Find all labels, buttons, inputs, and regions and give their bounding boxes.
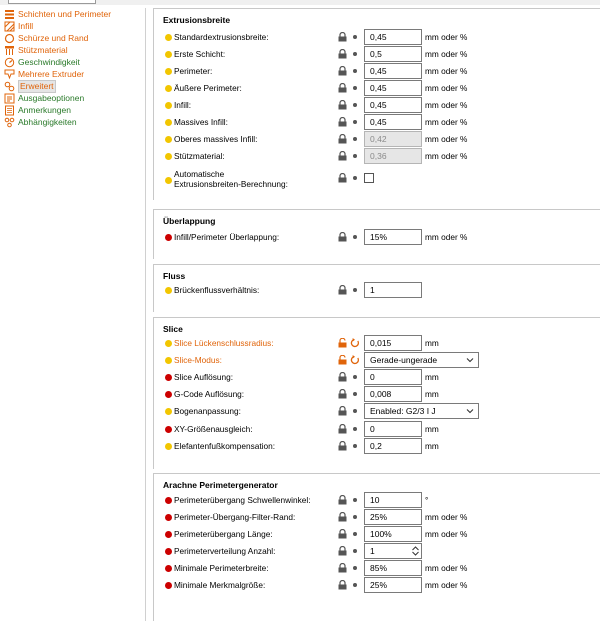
sidebar-item-label: Stützmaterial xyxy=(18,45,68,55)
bullet-icon[interactable] xyxy=(353,498,357,502)
setting-row xyxy=(153,369,600,386)
sidebar-item-label: Schürze und Rand xyxy=(18,33,89,43)
unit-label: mm oder % xyxy=(425,100,468,110)
spinner-value: 1 xyxy=(370,546,375,556)
lock-icon[interactable] xyxy=(338,117,347,127)
unit-label: mm xyxy=(425,372,439,382)
support-material-width-input xyxy=(364,148,422,164)
setting-label: Perimeter: xyxy=(174,66,213,76)
bullet-icon[interactable] xyxy=(353,375,357,379)
lock-icon[interactable] xyxy=(338,580,347,590)
setting-label: Perimeter-Übergang-Filter-Rand: xyxy=(174,512,296,522)
setting-label: Erste Schicht: xyxy=(174,49,226,59)
bullet-icon[interactable] xyxy=(353,288,357,292)
lock-icon[interactable] xyxy=(338,372,347,382)
infill-width-input[interactable] xyxy=(364,97,422,113)
sidebar-item-skirt-brim[interactable] xyxy=(4,33,88,44)
setting-row xyxy=(153,526,600,543)
lock-icon[interactable] xyxy=(338,424,347,434)
unit-label: mm xyxy=(425,338,439,348)
setting-label: Bogenanpassung: xyxy=(174,406,241,416)
mode-simple-icon xyxy=(165,34,172,41)
min-bead-width-input[interactable] xyxy=(364,560,422,576)
setting-label: Äußere Perimeter: xyxy=(174,83,242,93)
bullet-icon[interactable] xyxy=(353,583,357,587)
setting-row xyxy=(153,131,600,148)
dependencies-icon xyxy=(4,117,15,128)
mode-simple-icon xyxy=(165,340,172,347)
sidebar-item-support[interactable] xyxy=(4,45,68,56)
bullet-icon[interactable] xyxy=(353,137,357,141)
infill-icon xyxy=(4,21,15,32)
unit-label: mm oder % xyxy=(425,151,468,161)
unit-label: ° xyxy=(425,495,429,505)
section-title: Fluss xyxy=(163,271,186,281)
setting-label xyxy=(174,169,288,189)
setting-row xyxy=(153,560,600,577)
extruder-icon xyxy=(4,69,15,80)
unit-label: mm oder % xyxy=(425,83,468,93)
bullet-icon[interactable] xyxy=(353,120,357,124)
setting-label: Brückenflussverhältnis: xyxy=(174,285,260,295)
unit-label: mm oder % xyxy=(425,117,468,127)
bullet-icon[interactable] xyxy=(353,566,357,570)
mode-simple-icon xyxy=(165,85,172,92)
lock-icon[interactable] xyxy=(338,495,347,505)
setting-row xyxy=(153,229,600,246)
sidebar-item-label: Anmerkungen xyxy=(18,105,71,115)
setting-label: Perimeterübergang Schwellenwinkel: xyxy=(174,495,311,505)
gcode-resolution-input[interactable] xyxy=(364,386,422,402)
setting-label: Minimale Perimeterbreite: xyxy=(174,563,269,573)
mode-expert-icon xyxy=(165,497,172,504)
default-extrusion-width-input[interactable] xyxy=(364,29,422,45)
bullet-icon[interactable] xyxy=(353,35,357,39)
mode-expert-icon xyxy=(165,565,172,572)
slice-closing-radius-input[interactable] xyxy=(364,335,422,351)
mode-expert-icon xyxy=(165,374,172,381)
sidebar-item-speed[interactable] xyxy=(4,57,80,68)
setting-row xyxy=(153,492,600,509)
lock-icon[interactable] xyxy=(338,285,347,295)
reset-arrow-icon[interactable] xyxy=(350,355,360,365)
setting-label: Slice Lückenschlussradius: xyxy=(174,338,274,348)
bullet-icon[interactable] xyxy=(353,86,357,90)
setting-label: G-Code Auflösung: xyxy=(174,389,245,399)
lock-icon[interactable] xyxy=(338,529,347,539)
setting-label: Standardextrusionsbreite: xyxy=(174,32,269,42)
setting-row xyxy=(153,352,600,369)
sidebar-item-label: Schichten und Perimeter xyxy=(18,9,112,19)
setting-row xyxy=(153,421,600,438)
slice-resolution-input[interactable] xyxy=(364,369,422,385)
setting-row xyxy=(153,168,600,194)
notes-icon xyxy=(4,105,15,116)
reset-arrow-icon[interactable] xyxy=(350,338,360,348)
mode-simple-icon xyxy=(165,102,172,109)
lock-icon[interactable] xyxy=(338,173,347,183)
mode-simple-icon xyxy=(165,408,172,415)
bullet-icon[interactable] xyxy=(353,515,357,519)
sidebar-item-label: Mehrere Extruder xyxy=(18,69,85,79)
unit-label: mm oder % xyxy=(425,232,468,242)
chevron-down-icon xyxy=(466,356,474,364)
unit-label: mm oder % xyxy=(425,49,468,59)
perimeter-width-input[interactable] xyxy=(364,63,422,79)
min-feature-size-input[interactable] xyxy=(364,577,422,593)
lock-icon[interactable] xyxy=(338,441,347,451)
unit-label: mm oder % xyxy=(425,512,468,522)
lock-icon[interactable] xyxy=(338,546,347,556)
mode-expert-icon xyxy=(165,531,172,538)
chevron-down-icon xyxy=(466,407,474,415)
unit-label: mm xyxy=(425,389,439,399)
lock-icon[interactable] xyxy=(338,232,347,242)
unit-label: mm xyxy=(425,441,439,451)
bullet-icon[interactable] xyxy=(353,176,357,180)
mode-simple-icon xyxy=(165,177,172,184)
first-layer-width-input[interactable] xyxy=(364,46,422,62)
setting-row xyxy=(153,63,600,80)
sidebar-item-advanced[interactable] xyxy=(4,81,56,92)
bullet-icon[interactable] xyxy=(353,549,357,553)
bullet-icon[interactable] xyxy=(353,69,357,73)
mode-simple-icon xyxy=(165,119,172,126)
setting-label: Slice-Modus: xyxy=(174,355,222,365)
lock-icon[interactable] xyxy=(338,83,347,93)
mode-simple-icon xyxy=(165,357,172,364)
wall-transition-filter-input[interactable] xyxy=(364,509,422,525)
bullet-icon[interactable] xyxy=(353,444,357,448)
sidebar-item-label: Ausgabeoptionen xyxy=(18,93,85,103)
infill-perimeter-overlap-input[interactable] xyxy=(364,229,422,245)
settings-sidebar xyxy=(0,8,146,621)
setting-row xyxy=(153,29,600,46)
top-solid-infill-width-input xyxy=(364,131,422,147)
label-line-2: Extrusionsbreiten-Berechnung: xyxy=(174,179,288,189)
unit-label: mm oder % xyxy=(425,563,468,573)
sidebar-item-label: Geschwindigkeit xyxy=(18,57,80,67)
mode-expert-icon xyxy=(165,426,172,433)
mode-expert-icon xyxy=(165,514,172,521)
setting-row xyxy=(153,80,600,97)
setting-row xyxy=(153,403,600,420)
setting-label: Perimeterverteilung Anzahl: xyxy=(174,546,276,556)
xy-size-compensation-input[interactable] xyxy=(364,421,422,437)
setting-label: Perimeterübergang Länge: xyxy=(174,529,273,539)
lock-icon[interactable] xyxy=(338,66,347,76)
sidebar-item-infill[interactable] xyxy=(4,21,33,32)
speed-icon xyxy=(4,57,15,68)
lock-icon[interactable] xyxy=(338,49,347,59)
section-title: Slice xyxy=(163,324,183,334)
setting-label: Infill: xyxy=(174,100,192,110)
mode-simple-icon xyxy=(165,136,172,143)
label-line-1: Automatische xyxy=(174,169,225,179)
lock-icon[interactable] xyxy=(338,151,347,161)
wall-distribution-count-spinner[interactable] xyxy=(364,543,422,559)
setting-label: Stützmaterial: xyxy=(174,151,225,161)
external-perimeter-width-input[interactable] xyxy=(364,80,422,96)
bridge-flow-ratio-input[interactable] xyxy=(364,282,422,298)
unit-label: mm oder % xyxy=(425,66,468,76)
select-value: Gerade-ungerade xyxy=(370,355,438,365)
mode-simple-icon xyxy=(165,287,172,294)
lock-icon[interactable] xyxy=(338,512,347,522)
lock-icon[interactable] xyxy=(338,563,347,573)
bullet-icon[interactable] xyxy=(353,532,357,536)
lock-icon[interactable] xyxy=(338,100,347,110)
mode-simple-icon xyxy=(165,153,172,160)
setting-row xyxy=(153,386,600,403)
unlock-icon[interactable] xyxy=(338,338,347,348)
bullet-icon[interactable] xyxy=(353,103,357,107)
setting-row xyxy=(153,114,600,131)
spinner-arrows-icon[interactable] xyxy=(411,545,420,557)
sidebar-item-label: Infill xyxy=(18,21,34,31)
mode-expert-icon xyxy=(165,548,172,555)
unit-label: mm xyxy=(425,424,439,434)
setting-row xyxy=(153,282,600,299)
wall-transition-length-input[interactable] xyxy=(364,526,422,542)
skirt-icon xyxy=(4,33,15,44)
select-value: Enabled: G2/3 I J xyxy=(370,406,436,416)
setting-row xyxy=(153,148,600,165)
bullet-icon[interactable] xyxy=(353,154,357,158)
sidebar-item-layers-perimeters[interactable] xyxy=(4,9,111,20)
sidebar-item-label: Abhängigkeiten xyxy=(18,117,77,127)
bullet-icon[interactable] xyxy=(353,392,357,396)
lock-icon[interactable] xyxy=(338,406,347,416)
setting-row xyxy=(153,509,600,526)
solid-infill-width-input[interactable] xyxy=(364,114,422,130)
setting-label: Minimale Merkmalgröße: xyxy=(174,580,266,590)
mode-expert-icon xyxy=(165,391,172,398)
setting-label: Slice Auflösung: xyxy=(174,372,234,382)
setting-label: Massives Infill: xyxy=(174,117,228,127)
unit-label: mm oder % xyxy=(425,32,468,42)
setting-label: Oberes massives Infill: xyxy=(174,134,258,144)
setting-row xyxy=(153,335,600,352)
lock-icon[interactable] xyxy=(338,32,347,42)
setting-row xyxy=(153,46,600,63)
sidebar-item-output-options[interactable] xyxy=(4,93,84,104)
bullet-icon[interactable] xyxy=(353,409,357,413)
support-icon xyxy=(4,45,15,56)
settings-content xyxy=(153,8,600,621)
mode-expert-icon xyxy=(165,582,172,589)
elephant-foot-compensation-input[interactable] xyxy=(364,438,422,454)
sidebar-item-multiple-extruders[interactable] xyxy=(4,69,84,80)
setting-label: XY-Größenausgleich: xyxy=(174,424,253,434)
lock-icon[interactable] xyxy=(338,134,347,144)
setting-label: Elefantenfußkompensation: xyxy=(174,441,276,451)
unit-label: mm oder % xyxy=(425,580,468,590)
sidebar-item-dependencies[interactable] xyxy=(4,117,77,128)
output-icon xyxy=(4,93,15,104)
mode-simple-icon xyxy=(165,68,172,75)
unlock-icon[interactable] xyxy=(338,355,347,365)
setting-row xyxy=(153,577,600,594)
lock-icon[interactable] xyxy=(338,389,347,399)
wall-transition-angle-input[interactable] xyxy=(364,492,422,508)
advanced-icon xyxy=(4,81,15,92)
section-title: Arachne Perimetergenerator xyxy=(163,480,278,490)
unit-label: mm oder % xyxy=(425,529,468,539)
setting-row xyxy=(153,438,600,455)
bullet-icon[interactable] xyxy=(353,235,357,239)
setting-label: Infill/Perimeter Überlappung: xyxy=(174,232,280,242)
setting-row xyxy=(153,543,600,560)
mode-simple-icon xyxy=(165,443,172,450)
section-title: Überlappung xyxy=(163,216,216,226)
section-title: Extrusionsbreite xyxy=(163,15,231,25)
setting-row xyxy=(153,97,600,114)
sidebar-item-label: Erweitert xyxy=(20,81,54,91)
arc-fitting-select[interactable] xyxy=(364,403,479,419)
sidebar-item-notes[interactable] xyxy=(4,105,71,116)
layers-icon xyxy=(4,9,15,20)
unit-label: mm oder % xyxy=(425,134,468,144)
slicing-mode-select[interactable] xyxy=(364,352,479,368)
mode-simple-icon xyxy=(165,51,172,58)
bullet-icon[interactable] xyxy=(353,427,357,431)
mode-expert-icon xyxy=(165,234,172,241)
bullet-icon[interactable] xyxy=(353,52,357,56)
auto-extrusion-width-checkbox[interactable] xyxy=(364,173,374,183)
top-tab-edge xyxy=(8,0,96,4)
